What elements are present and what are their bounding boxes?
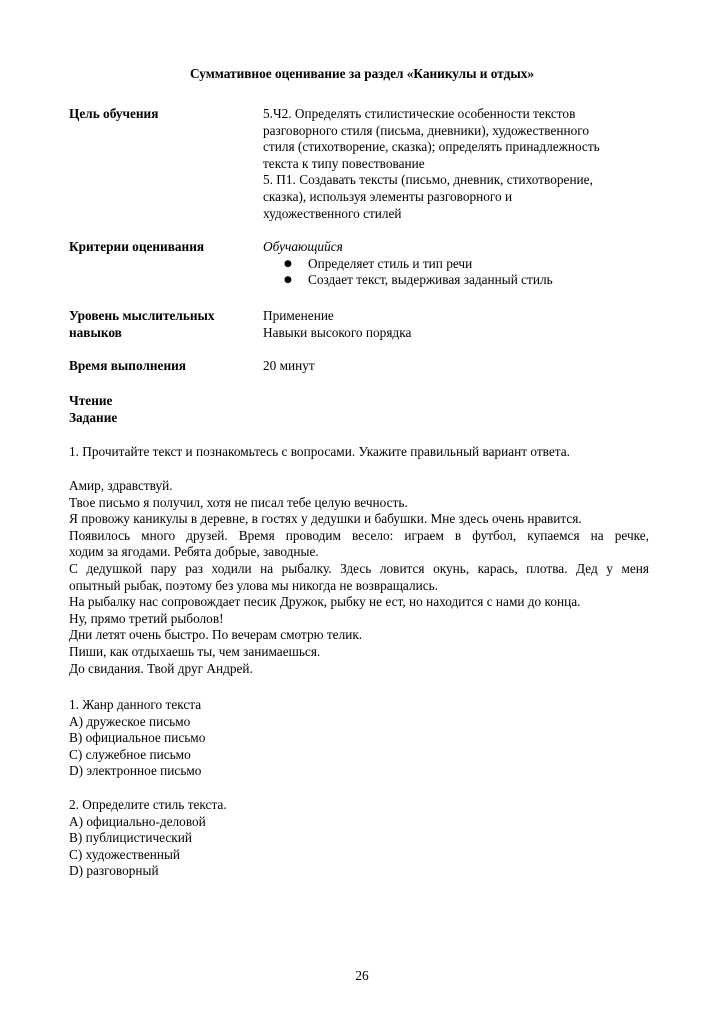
letter-line: С дедушкой пару раз ходили на рыбалку. Здесь ловится окунь, карась, плотва. Дед у меня	[69, 560, 649, 576]
criteria-item	[263, 256, 663, 273]
question-text: 1. Жанр данного текста	[69, 697, 202, 712]
letter-line: На рыбалку нас сопровождает песик Дружок, рыбку не ест, но находится с нами до конца.	[69, 594, 581, 610]
document-title: Суммативное оценивание за раздел «Каникулы и отдых»	[189, 66, 535, 81]
duration-label: Время выполнения	[69, 358, 186, 373]
answer-option: D) разговорный	[69, 863, 159, 879]
objectives-line: 5.Ч2. Определять стилистические особенности текстов	[263, 106, 576, 121]
objectives-line: сказка), используя элементы разговорного и	[263, 188, 513, 204]
letter-line: Ну, прямо третий рыболов!	[69, 610, 224, 626]
letter-line: Я провожу каникулы в деревне, в гостях у дедушки и бабушки. Мне здесь очень нравится.	[69, 511, 582, 527]
bullet-icon: ●	[284, 275, 292, 286]
criteria-item-text: Создает текст, выдерживая заданный стиль	[308, 272, 553, 288]
objectives-line: художественного стилей	[263, 205, 402, 221]
task-heading: Задание	[69, 410, 118, 425]
page-number: 26	[355, 968, 369, 983]
objectives-label: Цель обучения	[69, 106, 159, 121]
objectives-line: текста к типу повествование	[263, 155, 425, 171]
thinking-level-value	[263, 308, 663, 341]
thinking-level-label-line: Уровень мыслительных	[69, 308, 215, 323]
objectives-value	[263, 106, 663, 222]
criteria-subject: Обучающийся	[263, 239, 343, 254]
objectives-line: стиля (стихотворение, сказка); определять принадлежность	[263, 139, 600, 155]
letter-line: ходим за ягодами. Ребята добрые, заводные.	[69, 544, 319, 560]
criteria-value	[263, 239, 663, 289]
letter-line: Дни летят очень быстро. По вечерам смотрю телик.	[69, 627, 363, 643]
thinking-level-value-line: Применение	[263, 308, 334, 323]
criteria-item-text: Определяет стиль и тип речи	[308, 255, 473, 271]
answer-option: B) публицистический	[69, 830, 192, 846]
letter-line: Твое письмо я получил, хотя не писал тебе целую вечность.	[69, 494, 408, 510]
objectives-line: разговорного стиля (письма, дневники), художественного	[263, 122, 590, 138]
answer-option: D) электронное письмо	[69, 763, 202, 779]
letter-line: Амир, здравствуй.	[69, 478, 173, 493]
letter-line: Пиши, как отдыхаешь ты, чем занимаешься.	[69, 643, 321, 659]
criteria-list	[263, 256, 663, 289]
criteria-label: Критерии оценивания	[69, 239, 205, 254]
criteria-item	[263, 272, 663, 289]
task-instruction: 1. Прочитайте текст и познакомьтесь с вопросами. Укажите правильный вариант ответа.	[69, 444, 570, 459]
answer-option: C) служебное письмо	[69, 746, 191, 762]
question-2	[69, 797, 649, 880]
letter-line: Появилось много друзей. Время проводим весело: играем в футбол, купаемся на речке,	[69, 527, 649, 543]
answer-option: A) официально-деловой	[69, 813, 206, 829]
answer-option: A) дружеское письмо	[69, 713, 191, 729]
letter-line: опытный рыбак, поэтому без улова мы никогда не возвращались.	[69, 577, 438, 593]
answer-option: C) художественный	[69, 846, 180, 862]
letter-text	[69, 478, 649, 677]
question-text: 2. Определите стиль текста.	[69, 797, 227, 812]
objectives-line: 5. П1. Создавать тексты (письмо, дневник, стихотворение,	[263, 172, 593, 188]
thinking-level-label	[69, 308, 249, 341]
letter-line: До свидания. Твой друг Андрей.	[69, 660, 253, 676]
bullet-icon: ●	[284, 258, 292, 269]
duration-value: 20 минут	[263, 358, 315, 373]
thinking-level-value-line: Навыки высокого порядка	[263, 324, 412, 340]
answer-option: B) официальное письмо	[69, 730, 206, 746]
thinking-level-label-line: навыков	[69, 324, 122, 340]
section-heading: Чтение	[69, 393, 113, 408]
question-1	[69, 697, 649, 780]
